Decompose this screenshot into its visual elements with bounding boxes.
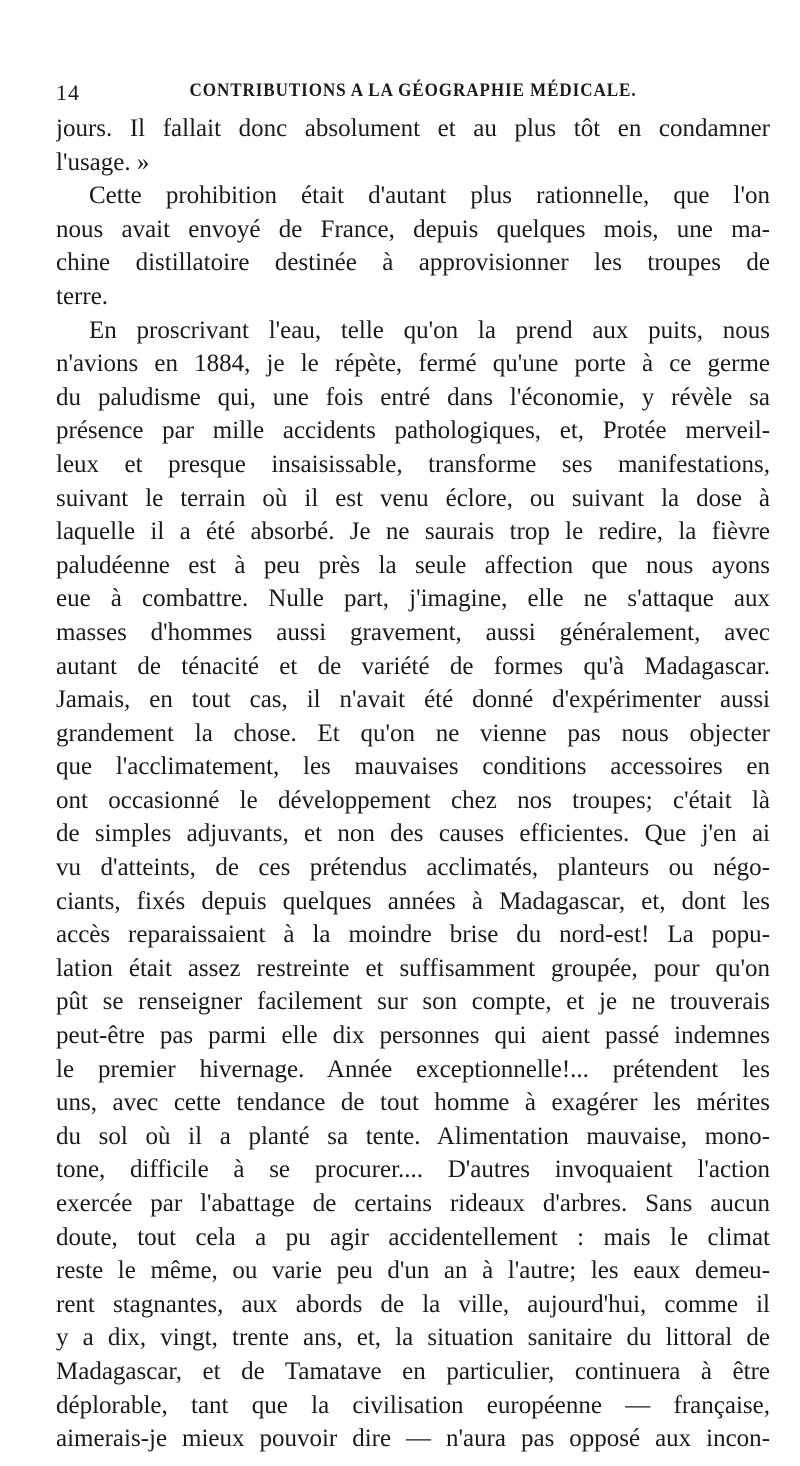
running-head — [56, 72, 770, 112]
text-line: eue à combattre. Nulle part, j'imagine, elle ne s'attaque aux — [56, 585, 770, 613]
text-line: lation était assez restreinte et suffisamment groupée, pour qu'on — [56, 954, 770, 982]
text-line: jours. Il fallait donc absolument et au plus tôt en condamner — [56, 115, 770, 142]
text-line: Madagascar, et de Tamatave en particulier, continuera à être — [56, 1357, 770, 1385]
text-line: leux et presque insaisissable, transforme ses manifestations, — [56, 450, 770, 478]
text-line: masses d'hommes aussi gravement, aussi généralement, avec — [56, 618, 770, 646]
text-line: y a dix, vingt, trente ans, et, la situation sanitaire du littoral de — [56, 1324, 770, 1352]
page-number: 14 — [56, 80, 80, 105]
text-line: rent stagnantes, aux abords de la ville, aujourd'hui, comme il — [56, 1290, 770, 1318]
text-line: pût se renseigner facilement sur son compte, et je ne trouverais — [56, 988, 770, 1016]
book-page — [56, 72, 770, 1456]
text-line: vu d'atteints, de ces prétendus acclimatés, planteurs ou négo- — [56, 854, 770, 882]
text-line: déplorable, tant que la civilisation européenne — française, — [56, 1391, 770, 1419]
text-line: Jamais, en tout cas, il n'avait été donné d'expérimenter aussi — [56, 686, 770, 714]
text-line: l'usage. » — [56, 148, 150, 176]
text-line: le premier hivernage. Année exceptionnelle!... prétendent les — [56, 1055, 770, 1083]
text-line: grandement la chose. Et qu'on ne vienne pas nous objecter — [56, 719, 770, 747]
text-line: du sol où il a planté sa tente. Alimentation mauvaise, mono- — [56, 1122, 770, 1150]
text-line: exercée par l'abattage de certains rideaux d'arbres. Sans aucun — [56, 1190, 770, 1217]
body-text — [56, 112, 770, 1456]
text-line: Cette prohibition était d'autant plus rationnelle, que l'on — [89, 182, 770, 210]
text-line: aimerais-je mieux pouvoir dire — n'aura pas opposé aux incon- — [56, 1425, 770, 1453]
text-line: n'avions en 1884, je le répète, fermé qu'une porte à ce germe — [56, 350, 770, 378]
text-line: suivant le terrain où il est venu éclore, ou suivant la dose à — [56, 484, 770, 512]
text-line: tone, difficile à se procurer.... D'autres invoquaient l'action — [56, 1156, 770, 1184]
text-line: reste le même, ou varie peu d'un an à l'autre; les eaux demeu- — [56, 1257, 770, 1285]
text-line: paludéenne est à peu près la seule affection que nous ayons — [56, 551, 770, 579]
text-line: du paludisme qui, une fois entré dans l'économie, y révèle sa — [56, 383, 770, 411]
running-title: CONTRIBUTIONS A LA GÉOGRAPHIE MÉDICALE. — [189, 80, 637, 101]
text-line: peut-être pas parmi elle dix personnes qui aient passé indemnes — [56, 1022, 770, 1050]
text-line: chine distillatoire destinée à approvisionner les troupes de — [56, 249, 770, 277]
text-line: En proscrivant l'eau, telle qu'on la prend aux puits, nous — [89, 316, 770, 344]
text-line: ciants, fixés depuis quelques années à Madagascar, et, dont les — [56, 887, 770, 915]
text-line: nous avait envoyé de France, depuis quelques mois, une ma- — [56, 215, 770, 243]
text-line: accès reparaissaient à la moindre brise du nord-est! La popu- — [56, 921, 770, 949]
text-line: de simples adjuvants, et non des causes efficientes. Que j'en ai — [56, 820, 770, 848]
text-line: uns, avec cette tendance de tout homme à exagérer les mérites — [56, 1089, 770, 1117]
text-line: autant de ténacité et de variété de formes qu'à Madagascar. — [56, 652, 770, 680]
text-line: ont occasionné le développement chez nos troupes; c'était là — [56, 786, 770, 814]
text-line: présence par mille accidents pathologiques, et, Protée merveil- — [56, 417, 770, 445]
text-line: doute, tout cela a pu agir accidentellement : mais le climat — [56, 1223, 770, 1251]
text-line: que l'acclimatement, les mauvaises conditions accessoires en — [56, 753, 770, 781]
text-line: laquelle il a été absorbé. Je ne saurais trop le redire, la fièvre — [56, 518, 770, 546]
text-line: terre. — [56, 282, 109, 310]
